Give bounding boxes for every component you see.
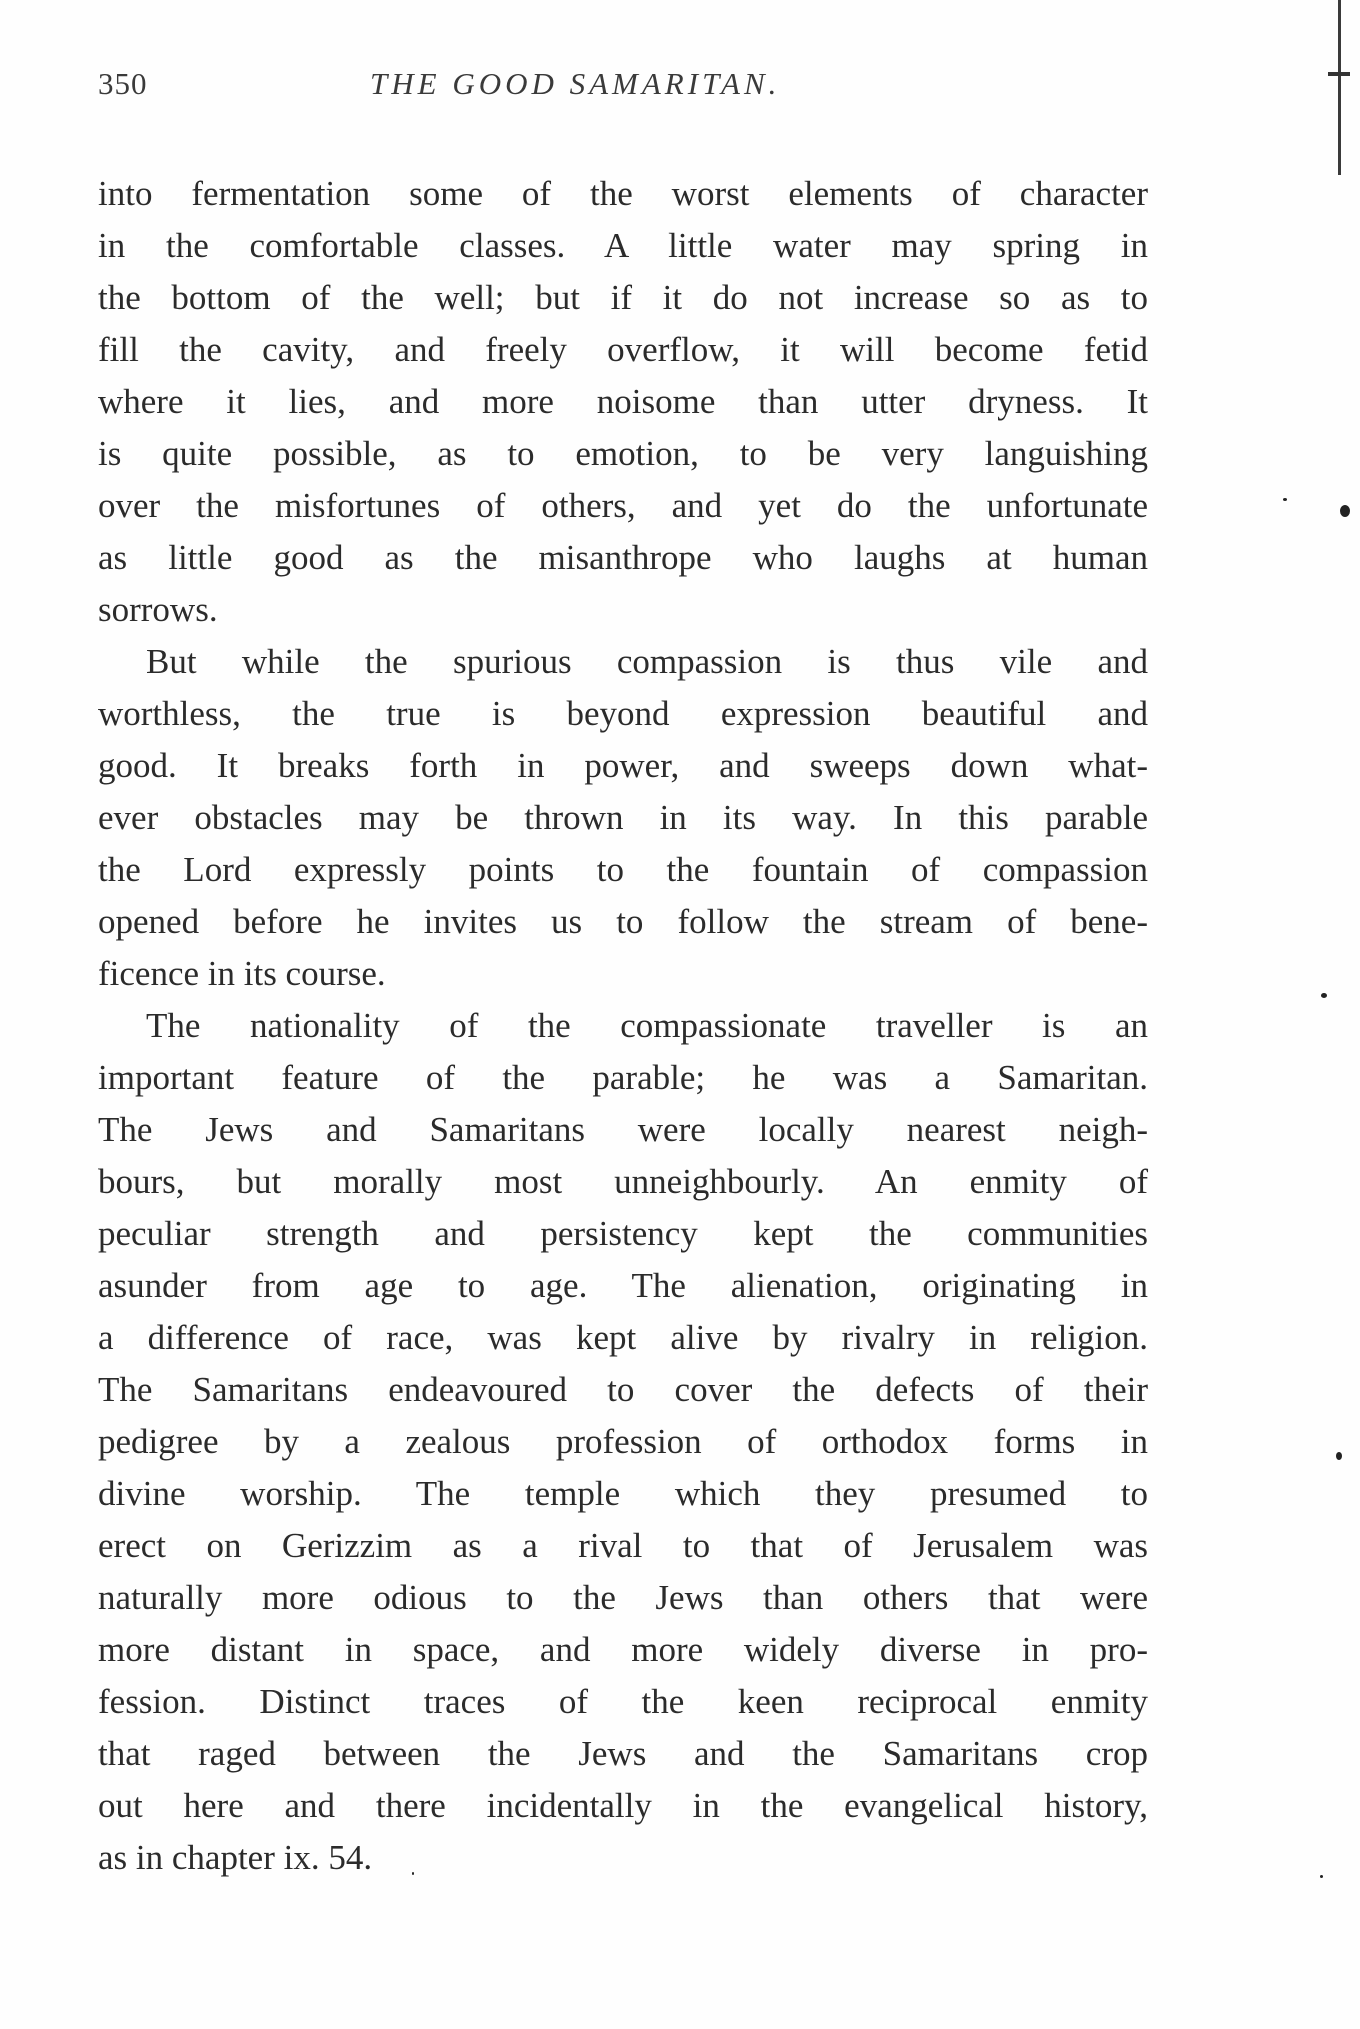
text-line: ficence in its course. — [98, 954, 386, 993]
text-line: bours, but morally most unneighbourly. An enmity of — [98, 1162, 1148, 1201]
text-line: The Samaritans endeavoured to cover the defects of their — [98, 1370, 1148, 1409]
text-line: a difference of race, was kept alive by rivalry in religion. — [98, 1318, 1148, 1357]
text-line: divine worship. The temple which they presumed to — [98, 1474, 1148, 1513]
text-line: pedigree by a zealous profession of orthodox forms in — [98, 1422, 1148, 1461]
text-line: good. It breaks forth in power, and sweeps down what- — [98, 746, 1148, 785]
text-line: where it lies, and more noisome than utter dryness. It — [98, 382, 1148, 421]
text-line: The Jews and Samaritans were locally nearest neigh- — [98, 1110, 1148, 1149]
scan-speck — [1340, 505, 1350, 517]
page-edge-mark — [1338, 0, 1341, 175]
text-line: opened before he invites us to follow the stream of bene- — [98, 902, 1148, 941]
scan-speck — [1320, 1875, 1323, 1878]
text-line: over the misfortunes of others, and yet do the unfortunate — [98, 486, 1148, 525]
text-line: in the comfortable classes. A little water may spring in — [98, 226, 1148, 265]
text-line: fill the cavity, and freely overflow, it will become fetid — [98, 330, 1148, 369]
text-line: important feature of the parable; he was a Samaritan. — [98, 1058, 1148, 1097]
text-line: into fermentation some of the worst elements of character — [98, 174, 1148, 213]
page-header — [98, 66, 1158, 126]
text-line: out here and there incidentally in the evangelical history, — [98, 1786, 1148, 1825]
body-text — [98, 168, 1148, 1884]
page-number: 350 — [98, 66, 148, 101]
text-line: erect on Gerizzim as a rival to that of Jerusalem was — [98, 1526, 1148, 1565]
text-line: is quite possible, as to emotion, to be very languishing — [98, 434, 1148, 473]
scan-speck — [1283, 498, 1287, 501]
text-line: asunder from age to age. The alienation, originating in — [98, 1266, 1148, 1305]
text-line: naturally more odious to the Jews than others that were — [98, 1578, 1148, 1617]
text-line: the bottom of the well; but if it do not increase so as to — [98, 278, 1148, 317]
text-line: ever obstacles may be thrown in its way. In this parable — [98, 798, 1148, 837]
text-line: sorrows. — [98, 590, 218, 629]
text-line: as in chapter ix. 54. — [98, 1838, 373, 1877]
text-line: worthless, the true is beyond expression beautiful and — [98, 694, 1148, 733]
text-line: more distant in space, and more widely diverse in pro- — [98, 1630, 1148, 1669]
text-line: the Lord expressly points to the fountain of compassion — [98, 850, 1148, 889]
scan-speck — [412, 1872, 414, 1875]
text-line: fession. Distinct traces of the keen reciprocal enmity — [98, 1682, 1148, 1721]
scan-speck — [1336, 1452, 1342, 1460]
text-line: peculiar strength and persistency kept the communities — [98, 1214, 1148, 1253]
running-title: THE GOOD SAMARITAN. — [370, 66, 781, 101]
text-line: The nationality of the compassionate traveller is an — [146, 1006, 1148, 1045]
page-edge-tick — [1328, 72, 1350, 76]
text-line: But while the spurious compassion is thus vile and — [146, 642, 1148, 681]
scan-speck — [1321, 993, 1327, 998]
text-line: as little good as the misanthrope who laughs at human — [98, 538, 1148, 577]
text-line: that raged between the Jews and the Samaritans crop — [98, 1734, 1148, 1773]
